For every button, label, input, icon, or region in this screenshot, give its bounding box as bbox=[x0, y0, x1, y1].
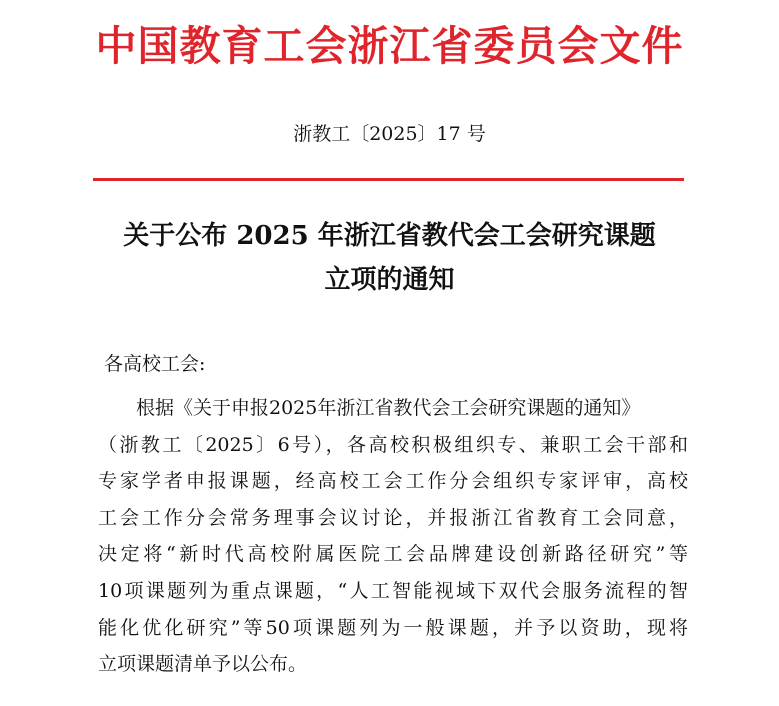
notice-title bbox=[60, 214, 719, 302]
body-line-8: 立项课题清单予以公布。 bbox=[98, 653, 308, 676]
body-line-7: 能化优化研究”等50项课题列为一般课题，并予以资助，现将 bbox=[98, 616, 688, 639]
notice-title-line-2: 立项的通知 bbox=[324, 265, 455, 295]
body-line-6: 10项课题列为重点课题，“人工智能视域下双代会服务流程的智 bbox=[98, 579, 688, 602]
body-line-3: 专家学者申报课题，经高校工会工作分会组织专家评审，高校 bbox=[98, 470, 688, 493]
body-line-4: 工会工作分会常务理事会议讨论，并报浙江省教育工会同意， bbox=[98, 506, 688, 529]
notice-title-line-1: 关于公布 2025 年浙江省教代会工会研究课题 bbox=[123, 221, 656, 251]
notice-body bbox=[98, 390, 688, 683]
body-line-1: 根据《关于申报2025年浙江省教代会工会研究课题的通知》 bbox=[136, 397, 641, 419]
document-number: 浙教工〔2025〕17 号 bbox=[293, 123, 486, 145]
masthead-title: 中国教育工会浙江省委员会文件 bbox=[95, 22, 684, 70]
body-line-2: （浙教工〔2025〕6号），各高校积极组织专、兼职工会干部和 bbox=[98, 433, 688, 456]
red-divider-line bbox=[93, 178, 684, 181]
salutation: 各高校工会: bbox=[104, 353, 206, 375]
body-line-5: 决定将“新时代高校附属医院工会品牌建设创新路径研究”等 bbox=[98, 543, 688, 566]
